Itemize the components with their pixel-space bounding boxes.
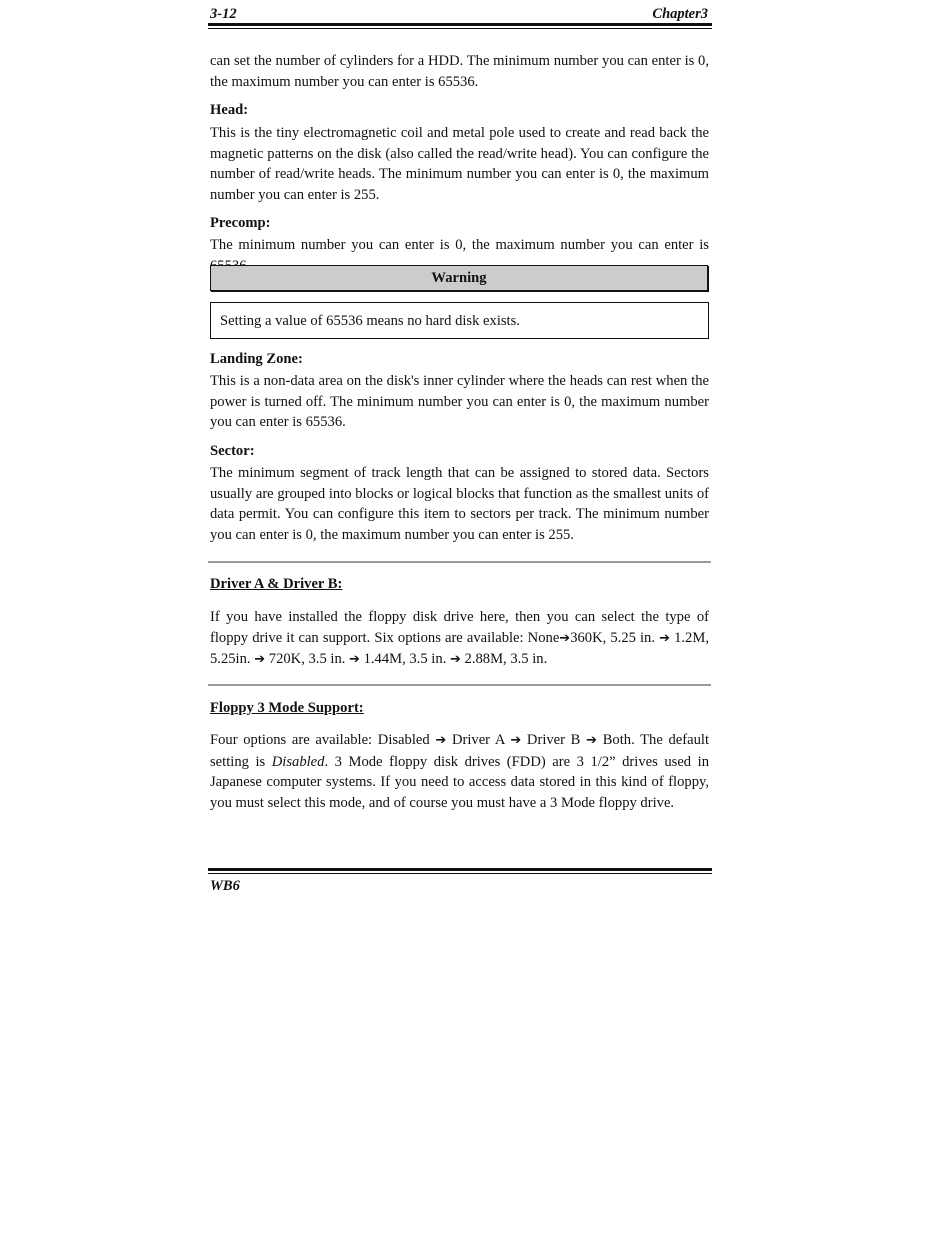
landing-zone-heading: Landing Zone: [210,351,303,367]
arrow-icon: ➔ [559,630,571,646]
chapter-label: Chapter3 [652,6,708,22]
sector-paragraph: The minimum segment of track length that can be assigned to stored data. Sectors usually are grouped into blocks or logical blocks that function as the smallest units of data permit. You can configure this item to sectors per track. The minimum number you can enter is 0, the maximum number you can enter is 255. [210,465,709,543]
arrow-icon: ➔ [586,733,598,748]
head-paragraph: This is the tiny electromagnetic coil and metal pole used to create and read back the magnetic patterns on the disk (also called the read/write head). You can configure the number of read/write heads. The minimum number you can enter is 0, the maximum number you can enter is 255. [210,125,709,203]
warning-heading: Warning [210,265,708,291]
head-heading: Head: [210,102,249,118]
page-number: 3-12 [210,6,237,22]
floppy-option: Driver A [451,732,505,748]
driver-ab-paragraph [210,607,709,671]
floppy-body: . 3 Mode floppy disk drives (FDD) are 3 1/2” drives used in Japanese computer systems. If you need to access data stored in this kind of floppy, you must select this mode, and of course you must have a 3 Mode floppy drive. [210,753,709,811]
arrow-icon: ➔ [349,652,360,667]
precomp-heading: Precomp: [210,215,271,231]
page-header [210,4,710,24]
driver-option: 360K, 5.25 in. [570,629,656,646]
driver-ab-intro: If you have installed the floppy disk drive here, then you can select the type of floppy drive it can support. Six options are available: None [210,609,709,646]
precomp-paragraph: The minimum number you can enter is 0, the maximum number you can enter is [210,237,709,253]
header-rule-thin [208,28,712,29]
arrow-icon: ➔ [254,652,266,667]
intro-paragraph: can set the number of cylinders for a HDD. The minimum number you can enter is 0, the maximum number you can enter is 65536. [210,53,709,90]
section-divider [208,561,711,563]
floppy-3mode-heading: Floppy 3 Mode Support: [210,700,364,716]
footer-rule-thin [208,873,712,874]
driver-option: 1.44M, 3.5 in. [363,651,447,667]
driver-option: 2.88M, 3.5 in. [464,651,548,667]
section-divider [208,684,711,686]
floppy-option: Driver B [526,732,581,748]
arrow-icon: ➔ [510,733,522,748]
floppy-3mode-paragraph [210,730,709,813]
header-rule-thick [208,23,712,26]
floppy-intro: Four options are available: Disabled [210,732,430,748]
warning-box [210,302,709,339]
driver-option: 720K, 3.5 in. [268,651,346,667]
arrow-icon: ➔ [435,733,447,748]
default-value: Disabled [271,753,325,770]
driver-option: 1.2M, 5.25in. [210,629,709,667]
warning-text: Setting a value of 65536 means no hard disk exists. [220,313,520,329]
footer-rule-thick [208,868,712,871]
footer-model: WB6 [210,878,240,894]
floppy-option: Both. The default setting is [210,732,710,770]
landing-zone-paragraph: This is a non-data area on the disk's inner cylinder where the heads can rest when the power is turned off. The minimum number you can enter is 0, the maximum number you can enter is 65536. [210,373,709,430]
arrow-icon: ➔ [449,652,461,667]
arrow-icon: ➔ [659,630,671,646]
driver-ab-heading: Driver A & Driver B: [210,576,343,592]
sector-heading: Sector: [210,443,255,459]
